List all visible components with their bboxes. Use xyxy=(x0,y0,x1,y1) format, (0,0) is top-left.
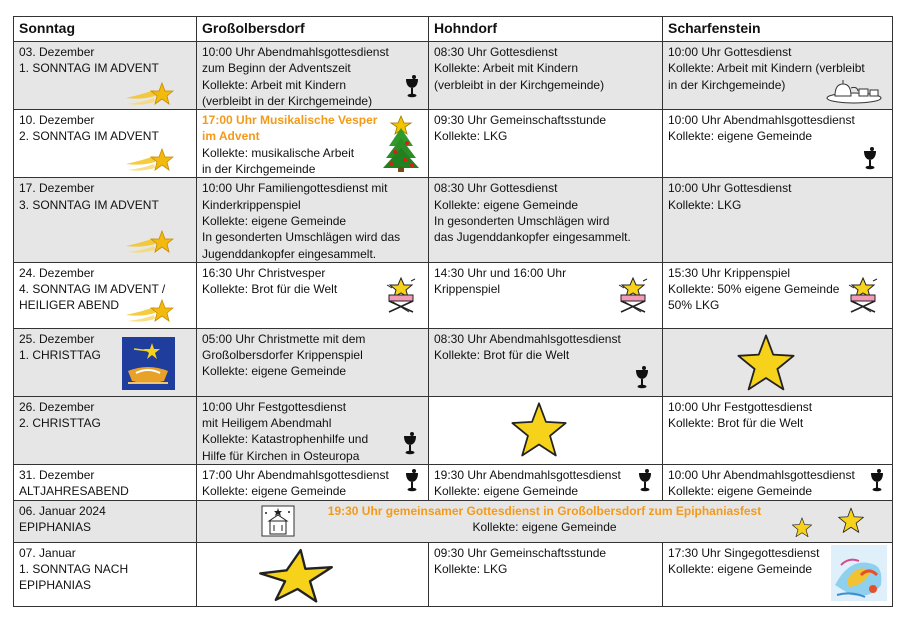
sunday-cell xyxy=(14,396,197,464)
grossolbersdorf-cell xyxy=(197,328,429,396)
service-text: zum Beginn der Adventszeit xyxy=(202,61,351,76)
service-text: 09:30 Uhr Gemeinschaftsstunde xyxy=(434,113,607,128)
hohndorf-cell xyxy=(429,328,663,396)
kollekte-text: Kollekte: 50% eigene Gemeinde xyxy=(668,282,840,297)
christmas-tree-icon xyxy=(381,112,421,172)
kollekte-text: Kollekte: Arbeit mit Kindern (verbleibt xyxy=(668,61,865,76)
service-text: 10:00 Uhr Abendmahlsgottesdienst xyxy=(202,45,389,59)
service-text: 17:30 Uhr Singegottesdienst xyxy=(668,545,820,560)
hohndorf-cell xyxy=(429,542,663,606)
highlight-title: im Advent xyxy=(202,129,260,144)
service-text: 19:30 Uhr Abendmahlsgottesdienst xyxy=(434,468,621,483)
kollekte-text: Kollekte: eigene Gemeinde xyxy=(668,129,813,144)
scharfenstein-cell xyxy=(663,328,893,396)
service-text: Großolbersdorfer Krippenspiel xyxy=(202,348,363,363)
note-text: In gesonderten Umschlägen wird das xyxy=(202,230,401,245)
date: 10. Dezember xyxy=(19,113,95,128)
kollekte-text: in der Kirchgemeinde xyxy=(202,162,316,177)
feast-name: 3. SONNTAG IM ADVENT xyxy=(19,197,159,212)
kollekte-text: Kollekte: eigene Gemeinde xyxy=(434,197,579,212)
coffee-set-icon xyxy=(825,76,883,104)
service-text: 08:30 Uhr Abendmahlsgottesdienst xyxy=(434,331,621,346)
feast-name: EPIPHANIAS xyxy=(19,519,92,534)
feast-name: HEILIGER ABEND xyxy=(19,298,120,313)
table-row xyxy=(14,500,893,542)
date: 17. Dezember xyxy=(19,181,95,196)
scharfenstein-cell xyxy=(663,110,893,178)
scharfenstein-cell xyxy=(663,262,893,328)
table-row xyxy=(14,465,893,501)
hohndorf-cell xyxy=(429,396,663,464)
date: 03. Dezember xyxy=(19,45,95,59)
comet-star-icon xyxy=(124,82,174,108)
service-text: 10:00 Uhr Gottesdienst xyxy=(668,181,792,196)
note-text: Jugenddankopfer eingesammelt. xyxy=(202,246,377,261)
service-text: 08:30 Uhr Gottesdienst xyxy=(434,181,558,196)
kollekte-text: Kollekte: Arbeit mit Kindern xyxy=(434,61,579,76)
sunday-cell xyxy=(14,500,197,542)
star-icon xyxy=(735,333,797,393)
header-scharfenstein: Scharfenstein xyxy=(663,17,893,42)
nativity-picture-icon xyxy=(122,337,175,390)
hohndorf-cell xyxy=(429,110,663,178)
table-row xyxy=(14,396,893,464)
feast-name: EPIPHANIAS xyxy=(19,578,92,593)
worship-schedule-table xyxy=(13,16,893,607)
feast-name: 1. CHRISTTAG xyxy=(19,348,101,363)
manger-star-icon xyxy=(615,277,651,313)
kollekte-text: Kollekte: eigene Gemeinde xyxy=(668,561,813,576)
service-text: 10:00 Uhr Familiengottesdienst mit xyxy=(202,181,388,196)
kollekte-text: Kollekte: Brot für die Welt xyxy=(202,282,338,297)
feast-name: ALTJAHRESABEND xyxy=(19,484,129,499)
service-text: 10:00 Uhr Gottesdienst xyxy=(668,45,792,59)
service-text: 17:00 Uhr Abendmahlsgottesdienst xyxy=(202,468,389,483)
feast-name: 1. SONNTAG NACH xyxy=(19,561,129,576)
star-icon xyxy=(509,401,569,459)
date: 06. Januar 2024 xyxy=(19,503,106,518)
kollekte-text: Kollekte: LKG xyxy=(434,561,508,576)
chalice-icon xyxy=(638,468,652,492)
table-row xyxy=(14,328,893,396)
service-text: 14:30 Uhr und 16:00 Uhr xyxy=(434,265,567,280)
star-icon xyxy=(837,507,865,534)
kollekte-text: Kollekte: LKG xyxy=(668,197,742,212)
kollekte-text: Kollekte: eigene Gemeinde xyxy=(472,519,617,534)
kollekte-text: Kollekte: eigene Gemeinde xyxy=(202,213,347,228)
date: 24. Dezember xyxy=(19,265,95,280)
hohndorf-cell xyxy=(429,42,663,110)
comet-star-icon xyxy=(124,148,174,174)
joint-service-cell xyxy=(197,500,893,542)
manger-star-icon xyxy=(383,277,419,313)
service-text: 10:00 Uhr Abendmahlsgottesdienst xyxy=(668,468,855,483)
kollekte-text: 50% LKG xyxy=(668,298,720,313)
service-text: 10:00 Uhr Festgottesdienst xyxy=(668,399,813,414)
scharfenstein-cell xyxy=(663,542,893,606)
sunday-cell xyxy=(14,542,197,606)
star-icon xyxy=(791,517,813,538)
church-icon xyxy=(261,505,295,537)
grossolbersdorf-cell xyxy=(197,110,429,178)
kollekte-text: Kollekte: eigene Gemeinde xyxy=(434,484,579,499)
chalice-icon xyxy=(405,74,419,98)
kollekte-text: in der Kirchgemeinde) xyxy=(668,77,786,92)
chalice-icon xyxy=(405,468,419,492)
note-text: In gesonderten Umschlägen wird xyxy=(434,213,610,228)
table-row xyxy=(14,110,893,178)
manger-star-icon xyxy=(845,277,881,313)
kollekte-text: Kollekte: eigene Gemeinde xyxy=(668,484,813,499)
service-text: Krippenspiel xyxy=(434,282,501,297)
kollekte-text: Kollekte: LKG xyxy=(434,129,508,144)
scharfenstein-cell xyxy=(663,178,893,262)
kollekte-text: Kollekte: Brot für die Welt xyxy=(668,416,804,431)
date: 31. Dezember xyxy=(19,468,95,483)
service-text: 10:00 Uhr Festgottesdienst xyxy=(202,399,347,414)
hohndorf-cell xyxy=(429,465,663,501)
header-sonntag: Sonntag xyxy=(14,17,197,42)
chalice-icon xyxy=(863,146,877,170)
highlight-title: 17:00 Uhr Musikalische Vesper xyxy=(202,113,378,128)
table-row xyxy=(14,542,893,606)
date: 26. Dezember xyxy=(19,399,95,414)
chalice-icon xyxy=(635,365,649,389)
service-text: 08:30 Uhr Gottesdienst xyxy=(434,45,558,59)
star-icon xyxy=(257,547,335,603)
grossolbersdorf-cell xyxy=(197,178,429,262)
sunday-cell xyxy=(14,262,197,328)
table-row xyxy=(14,42,893,110)
comet-star-icon xyxy=(124,230,174,256)
grossolbersdorf-cell xyxy=(197,262,429,328)
grossolbersdorf-cell xyxy=(197,42,429,110)
date: 07. Januar xyxy=(19,545,76,560)
kollekte-text: Kollekte: Brot für die Welt xyxy=(434,348,570,363)
grossolbersdorf-cell xyxy=(197,396,429,464)
scharfenstein-cell xyxy=(663,42,893,110)
hohndorf-cell xyxy=(429,178,663,262)
feast-name: 1. SONNTAG IM ADVENT xyxy=(19,61,159,76)
grossolbersdorf-cell xyxy=(197,465,429,501)
kollekte-text: (verbleibt in der Kirchgemeinde) xyxy=(202,93,373,108)
service-text: Kinderkrippenspiel xyxy=(202,197,301,212)
kollekte-text: Kollekte: Arbeit mit Kindern xyxy=(202,77,347,92)
hohndorf-cell xyxy=(429,262,663,328)
header-hohndorf: Hohndorf xyxy=(429,17,663,42)
service-text: 15:30 Uhr Krippenspiel xyxy=(668,265,791,280)
kollekte-text: Kollekte: musikalische Arbeit xyxy=(202,145,355,160)
kollekte-text: Hilfe für Kirchen in Osteuropa xyxy=(202,448,360,463)
chalice-icon xyxy=(870,468,884,492)
abstract-picture-icon xyxy=(831,545,887,601)
sunday-cell xyxy=(14,178,197,262)
sunday-cell xyxy=(14,110,197,178)
service-text: 16:30 Uhr Christvesper xyxy=(202,265,326,280)
chalice-icon xyxy=(403,431,417,455)
kollekte-text: (verbleibt in der Kirchgemeinde) xyxy=(434,77,605,92)
kollekte-text: Kollekte: eigene Gemeinde xyxy=(202,484,347,499)
service-text: 05:00 Uhr Christmette mit dem xyxy=(202,331,366,346)
note-text: das Jugenddankopfer eingesammelt. xyxy=(434,230,631,245)
kollekte-text: Kollekte: Katastrophenhilfe und xyxy=(202,432,369,447)
grossolbersdorf-cell xyxy=(197,542,429,606)
table-row xyxy=(14,178,893,262)
service-text: 09:30 Uhr Gemeinschaftsstunde xyxy=(434,545,607,560)
feast-name: 2. CHRISTTAG xyxy=(19,416,101,431)
feast-name: 4. SONNTAG IM ADVENT / xyxy=(19,282,166,297)
table-row xyxy=(14,262,893,328)
kollekte-text: Kollekte: eigene Gemeinde xyxy=(202,364,347,379)
feast-name: 2. SONNTAG IM ADVENT xyxy=(19,129,159,144)
sunday-cell xyxy=(14,465,197,501)
highlight-title: 19:30 Uhr gemeinsamer Gottesdienst in Großolbersdorf zum Epiphaniasfest xyxy=(327,503,762,518)
sunday-cell xyxy=(14,328,197,396)
service-text: mit Heiligem Abendmahl xyxy=(202,416,332,431)
scharfenstein-cell xyxy=(663,396,893,464)
scharfenstein-cell xyxy=(663,465,893,501)
date: 25. Dezember xyxy=(19,331,95,346)
comet-star-icon xyxy=(124,299,174,325)
service-text: 10:00 Uhr Abendmahlsgottesdienst xyxy=(668,113,855,128)
header-grossolbersdorf: Großolbersdorf xyxy=(197,17,429,42)
header-row xyxy=(14,17,893,42)
sunday-cell xyxy=(14,42,197,110)
